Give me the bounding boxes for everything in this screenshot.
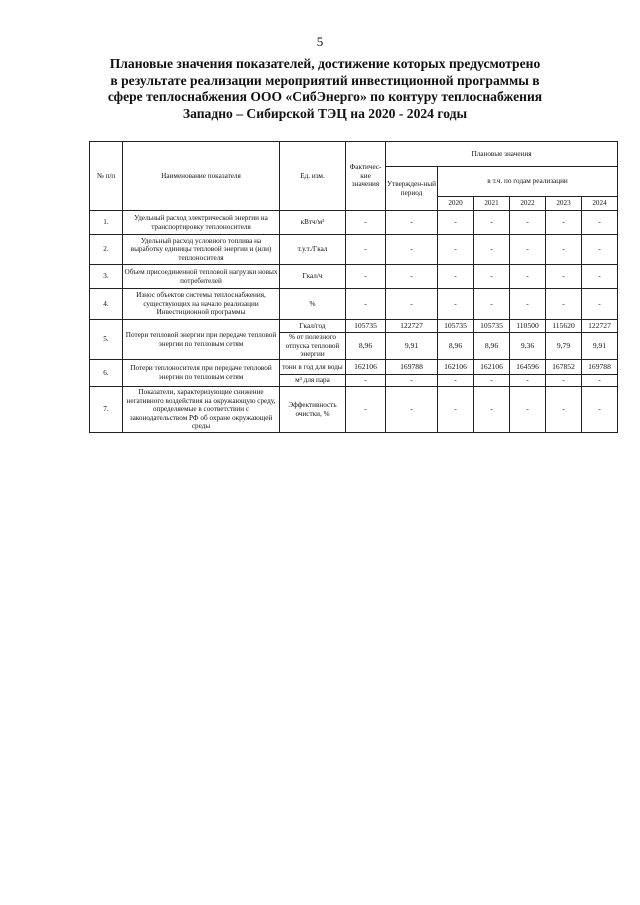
row-name: Объем присоединенной тепловой нагрузки новых потребителей [123,265,280,289]
row-actual: - [346,265,386,289]
title-line: Плановые значения показателей, достижение которых предусмотрено [109,56,541,71]
document-title [90,56,560,122]
row-year-value: 9,91 [582,333,618,360]
row-year-value: 8,96 [474,333,510,360]
row-unit: м³ для пара [280,375,346,387]
row-approved: - [386,289,438,320]
row-year-value: - [546,387,582,433]
row-year-value: 8,96 [438,333,474,360]
row-approved: 169788 [386,360,438,375]
row-year-value: - [582,375,618,387]
header-by-years: в т.ч. по годам реализации [438,167,618,197]
row-year-value: - [438,387,474,433]
header-num: № п/п [90,142,123,211]
row-year-value: - [474,235,510,265]
row-num: 6. [90,360,123,387]
row-unit: % от полезного отпуска тепловой энергии [280,333,346,360]
row-year-value: - [474,265,510,289]
table-row [90,320,618,333]
page-number: 5 [316,34,324,49]
row-year-value: - [546,235,582,265]
row-name: Удельный расход электрической энергии на транспортировку теплоносителя [123,211,280,235]
row-actual: 162106 [346,360,386,375]
table-row [90,360,618,375]
row-year-value: - [438,265,474,289]
row-year-value: 162106 [474,360,510,375]
row-unit: Гкал/год [280,320,346,333]
row-unit: Гкал/ч [280,265,346,289]
row-year-value: - [510,289,546,320]
row-year-value: 115620 [546,320,582,333]
row-year-value: - [510,375,546,387]
row-year-value: 105735 [438,320,474,333]
row-year-value: 110500 [510,320,546,333]
row-year-value: - [474,375,510,387]
table-row [90,235,618,265]
row-num: 1. [90,211,123,235]
row-actual: 8,96 [346,333,386,360]
row-actual: - [346,375,386,387]
row-name: Потери тепловой энергии при передаче тепловой энергии по тепловым сетям [123,320,280,360]
row-unit: Эффективность очистки, % [280,387,346,433]
row-year-value: - [510,387,546,433]
row-actual: - [346,289,386,320]
header-row [90,142,618,167]
row-year-value: - [438,289,474,320]
row-year-value: - [582,211,618,235]
row-year-value: - [510,235,546,265]
row-year-value: - [438,235,474,265]
row-name: Потери теплоносителя при передаче тепловой энергии по тепловым сетям [123,360,280,387]
header-year: 2020 [438,197,474,211]
row-year-value: - [546,289,582,320]
row-approved: - [386,235,438,265]
row-year-value: - [546,375,582,387]
row-year-value: - [474,387,510,433]
title-line: в результате реализации мероприятий инвестиционной программы в [110,72,540,88]
row-unit: % [280,289,346,320]
row-year-value: - [474,211,510,235]
row-num: 5. [90,320,123,360]
row-year-value: 9,36 [510,333,546,360]
row-year-value: - [438,375,474,387]
row-year-value: - [474,289,510,320]
row-unit: кВтч/м³ [280,211,346,235]
row-year-value: 169788 [582,360,618,375]
row-approved: - [386,211,438,235]
row-actual: - [346,387,386,433]
row-actual: - [346,235,386,265]
row-year-value: - [510,211,546,235]
title-line: Западно – Сибирской ТЭЦ на 2020 - 2024 годы [182,105,468,121]
header-year: 2023 [546,197,582,211]
row-name: Удельный расход условного топлива на выработку единицы тепловой энергии и (или) теплоносителя [123,235,280,265]
row-num: 3. [90,265,123,289]
title-line: сфере теплоснабжения ООО «СибЭнерго» по контуру теплоснабжения [107,89,543,105]
row-actual: 105735 [346,320,386,333]
row-year-value: - [546,211,582,235]
row-num: 4. [90,289,123,320]
row-year-value: - [546,265,582,289]
row-year-value: - [582,289,618,320]
row-year-value: - [510,265,546,289]
row-approved: 9,91 [386,333,438,360]
row-approved: 122727 [386,320,438,333]
indicators-table [89,141,618,433]
header-approved: Утвержден-ный период [386,167,438,211]
row-actual: - [346,211,386,235]
row-year-value: - [582,387,618,433]
header-planned: Плановые значения [386,142,618,167]
row-year-value: 164596 [510,360,546,375]
header-unit: Ед. изм. [280,142,346,211]
row-year-value: - [582,235,618,265]
header-year: 2022 [510,197,546,211]
header-name: Наименование показателя [123,142,280,211]
row-name: Показатели, характеризующие снижение негативного воздействия на окружающую среду, определяемые в соответствии с законодательством РФ об охране окружающей среды [123,387,280,433]
row-approved: - [386,265,438,289]
row-unit: тонн в год для воды [280,360,346,375]
row-num: 2. [90,235,123,265]
row-year-value: 162106 [438,360,474,375]
row-year-value: - [582,265,618,289]
row-year-value: 105735 [474,320,510,333]
table-row [90,289,618,320]
row-approved: - [386,375,438,387]
header-year: 2024 [582,197,618,211]
row-num: 7. [90,387,123,433]
row-year-value: 167852 [546,360,582,375]
table-row [90,211,618,235]
row-year-value: 9,79 [546,333,582,360]
table-row [90,265,618,289]
row-approved: - [386,387,438,433]
row-name: Износ объектов системы теплоснабжения, существующих на начало реализации Инвестиционной программы [123,289,280,320]
table-row [90,387,618,433]
row-year-value: 122727 [582,320,618,333]
header-year: 2021 [474,197,510,211]
row-unit: т.у.т./Гкал [280,235,346,265]
header-actual: Фактичес-кие значения [346,142,386,211]
row-year-value: - [438,211,474,235]
